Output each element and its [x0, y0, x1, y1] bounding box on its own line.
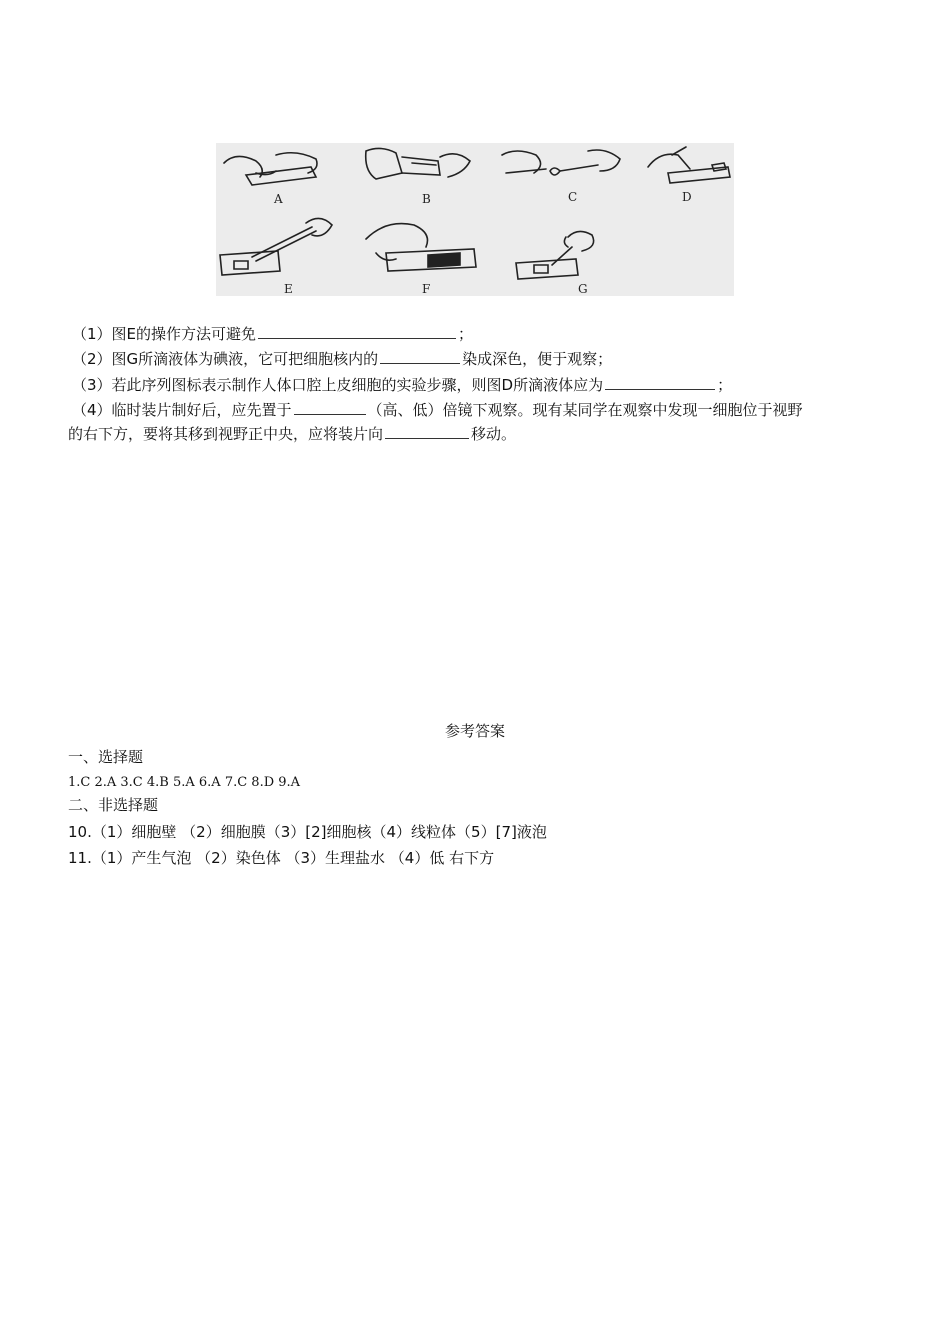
section-1-heading: 一、选择题 — [68, 748, 144, 766]
answer-blank-1 — [258, 322, 456, 339]
answers-title: 参考答案 — [444, 722, 505, 740]
label-e: E — [284, 282, 293, 296]
step-d-drawing — [648, 147, 730, 183]
question-3-end: ； — [717, 376, 733, 394]
question-3 — [72, 373, 732, 397]
step-e-drawing — [220, 218, 332, 275]
label-g: G — [578, 282, 588, 296]
question-4-text-c: 的右下方，要将其移到视野正中央，应将装片向 — [68, 425, 384, 443]
mc-answers: 1.C 2.A 3.C 4.B 5.A 6.A 7.C 8.D 9.A — [68, 775, 301, 790]
question-3-text: （3）若此序列图标表示制作人体口腔上皮细胞的实验步骤，则图D所滴液体应为 — [72, 376, 604, 394]
step-b-drawing — [366, 148, 470, 179]
experiment-steps-figure — [216, 143, 734, 296]
answer-10: 10.（1）细胞壁 （2）细胞膜（3）[2]细胞核（4）线粒体（5）[7]液泡 — [68, 823, 547, 841]
question-4-text-a: （4）临时装片制好后，应先置于 — [72, 401, 292, 419]
question-4-text-b: （高、低）倍镜下观察。现有某同学在观察中发现一细胞位于视野 — [367, 401, 803, 419]
question-1-text: （1）图E的操作方法可避免 — [72, 325, 257, 343]
question-4 — [72, 398, 803, 422]
question-1-end: ； — [458, 325, 474, 343]
step-f-drawing — [366, 224, 476, 271]
question-2 — [72, 347, 612, 371]
step-g-drawing — [516, 231, 594, 279]
answer-11: 11.（1）产生气泡 （2）染色体 （3）生理盐水 （4）低 右下方 — [68, 849, 495, 867]
answer-blank-2 — [380, 347, 460, 364]
section-2-heading: 二、非选择题 — [68, 796, 159, 814]
question-4-cont — [68, 422, 516, 446]
label-b: B — [422, 192, 431, 206]
label-a: A — [274, 192, 283, 206]
answer-blank-4 — [294, 398, 366, 415]
label-f: F — [422, 282, 431, 296]
question-1 — [72, 322, 473, 346]
question-2-text: （2）图G所滴液体为碘液，它可把细胞核内的 — [72, 350, 379, 368]
label-d: D — [682, 190, 692, 204]
step-c-drawing — [502, 150, 620, 175]
question-2-end: 染成深色，便于观察； — [462, 350, 613, 368]
label-c: C — [568, 190, 578, 204]
steps-illustration — [216, 143, 734, 296]
answer-blank-5 — [385, 422, 469, 439]
answer-blank-3 — [605, 373, 715, 390]
question-4-text-d: 移动。 — [471, 425, 517, 443]
step-a-drawing — [224, 153, 317, 185]
